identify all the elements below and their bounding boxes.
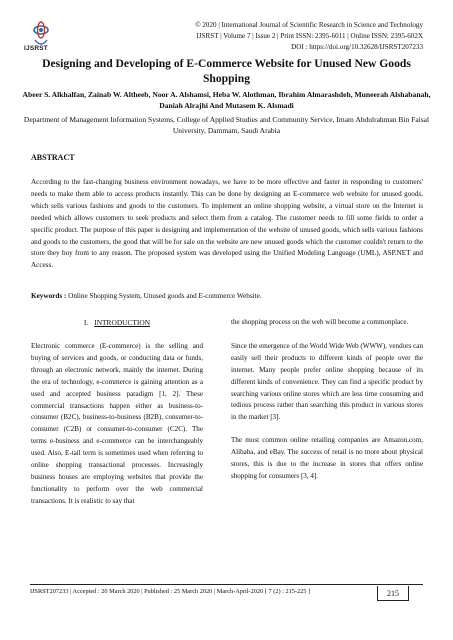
journal-header-line2: IJSRST | Volume 7 | Issue 2 | Print ISSN: 2395-6011 | Online ISSN: 2395-602X — [196, 32, 423, 40]
section-number: I. — [83, 318, 89, 327]
intro-paragraph-3: The most common online retailing companies are Amazon.com, Alibaba, and eBay. The success of retail is no more about physical stores, this is due to the increase in stores that offers online shopping for consumers [3, 4]. — [231, 436, 423, 480]
abstract-heading: ABSTRACT — [31, 153, 75, 162]
footer-text: IJSRST207233 | Accepted : 20 March 2020 | Published : 25 March 2020 | March-April-2020 [ 7 (2) : 215-225 ] — [30, 588, 311, 595]
left-column — [31, 341, 203, 508]
keywords-text: Online Shopping System, Unused goods and E-commerce Website. — [66, 292, 262, 300]
abstract-text: According to the fast-changing business environment nowadays, we have to be more effective and faster in responding to customers' needs to make them able to access products instantly. This can be done by designing an E-commerce web website for unused goods, which sells various fashions and goods to the customers. To implement an online shopping website, a virtual store on the Internet is needed which allows customers to seek products and select them from a catalog. The customer needs to fill some fields to order a specific product. The purpose of this paper is designing and implementation of the website of unused goods, which sells various fashions and goods to the customers, the good that will be for sale on the website are new unused goods which the customer couldn't return to the store they buy from to any reason. The proposed system was developed using the Unified Modeling Language (UML), ASP.NET and Access. — [31, 178, 423, 270]
page-number: 215 — [377, 586, 409, 601]
intro-paragraph-continued: the shopping process on the web will become a commonplace. — [231, 318, 409, 326]
paper-title: Designing and Developing of E-Commerce Website for Unused New Goods Shopping — [42, 57, 411, 85]
logo-text: IJSRST — [24, 45, 48, 52]
doi-line: DOI : https://doi.org/10.32628/IJSRST207233 — [291, 43, 423, 51]
section-heading — [31, 317, 203, 328]
keywords-label: Keywords : — [31, 292, 67, 300]
right-column — [231, 317, 423, 494]
author-list: Abeer S. Alkhalfan, Zainab W. Altheeb, Noor A. Alshamsi, Heba W. Alothman, Ibrahim Almarashdeh, Muneerah Alshabanah, Daniah Alrajhi And Mutasem K. Alsmadi — [22, 90, 431, 110]
affiliation: Department of Management Information Systems, College of Applied Studies and Community Service, Imam Abdulrahman Bin Faisal University, Dammam, Saudi Arabia — [23, 115, 430, 135]
section-title: INTRODUCTION — [94, 318, 151, 327]
intro-paragraph-2: Since the emergence of the World Wide Web (WWW), vendors can easily sell their products to different kinds of people over the internet. Many people prefer online shopping because of its different kinds of convenience. They can find a specific product by searching various online stores which are less time consuming and tedious process rather than searching this product in various stores in the market [3]. — [231, 341, 423, 422]
footer-rule — [30, 584, 423, 585]
keywords — [31, 291, 423, 302]
journal-header-line1: © 2020 | International Journal of Scientific Research in Science and Technology — [195, 21, 423, 29]
intro-paragraph-1: Electronic commerce (E-commerce) is the selling and buying of services and goods, or conducting data or funds, through an electronic network, mainly the internet. During the era of technology, e-commerce is gaining attention as a used and accepted business paradigm [1, 2]. These commercial transactions happen either as business-to-consumer (B2C), business-to-business (B2B), consumer-to-consumer (C2B) or consumer-to-consumer (C2C). The terms e-business and e-commerce can be interchangeably used. Also, E-tail term is sometimes used when referring to online shopping transactional processes. Increasingly business houses are employing websites that provide the functionality to perform over the web commercial transactions. It is realistic to say that — [31, 342, 203, 505]
journal-logo — [26, 18, 56, 58]
